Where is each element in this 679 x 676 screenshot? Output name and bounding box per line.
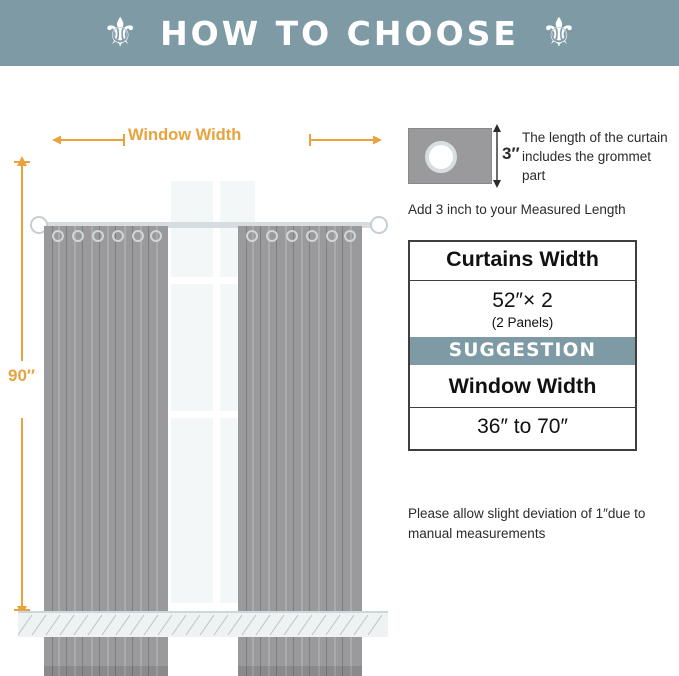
curtain-hem-right [238, 666, 362, 676]
curtain-illustration [0, 66, 400, 636]
window-mullion-vertical [213, 181, 220, 603]
info-column [404, 66, 670, 636]
header-banner [0, 0, 679, 66]
page-title: HOW TO CHOOSE [160, 13, 519, 53]
fleur-de-lis-left-icon: ⚜ [102, 10, 139, 56]
deviation-note-text: Please allow slight deviation of 1″due to manual measurements [408, 506, 646, 542]
grommet-icon [306, 230, 318, 242]
curtains-width-value: 52″× 2 [492, 289, 553, 312]
grommet-icon [92, 230, 104, 242]
suggestion-band-label: SUGGESTION [410, 337, 635, 365]
grommet-icon [150, 230, 162, 242]
curtain-panel-right [238, 226, 362, 676]
grommet-icon [72, 230, 84, 242]
curtain-height-arrow-icon [12, 156, 32, 616]
grommet-icon [266, 230, 278, 242]
grommet-icon [52, 230, 64, 242]
fleur-de-lis-right-icon: ⚜ [540, 10, 577, 56]
grommet-large-icon [425, 141, 457, 173]
window-width-arrow-icon [52, 134, 382, 146]
grommet-icon [326, 230, 338, 242]
grommet-dimension-label: 3″ [502, 144, 520, 163]
grommet-icon [112, 230, 124, 242]
curtain-hem-left [44, 666, 168, 676]
grommet-detail-illustration [408, 128, 492, 184]
grommet-icon [286, 230, 298, 242]
grommet-note-text: The length of the curtain includes the grommet part [522, 130, 668, 184]
grommet-icon [344, 230, 356, 242]
window-width-range: 36″ to 70″ [477, 415, 568, 438]
curtain-panel-left [44, 226, 168, 676]
add-length-note-text: Add 3 inch to your Measured Length [408, 202, 626, 217]
curtain-height-dimension-label: 90″ [8, 366, 36, 385]
window-width-dimension-label: Window Width [128, 126, 242, 144]
window-width-title: Window Width [448, 374, 597, 398]
rod-finial-right [370, 216, 388, 234]
curtains-width-title: Curtains Width [446, 247, 599, 271]
floor-hatch-icon [18, 613, 388, 637]
panels-note: (2 Panels) [491, 315, 554, 330]
grommet-icon [246, 230, 258, 242]
grommet-icon [132, 230, 144, 242]
suggestion-box [408, 240, 637, 451]
